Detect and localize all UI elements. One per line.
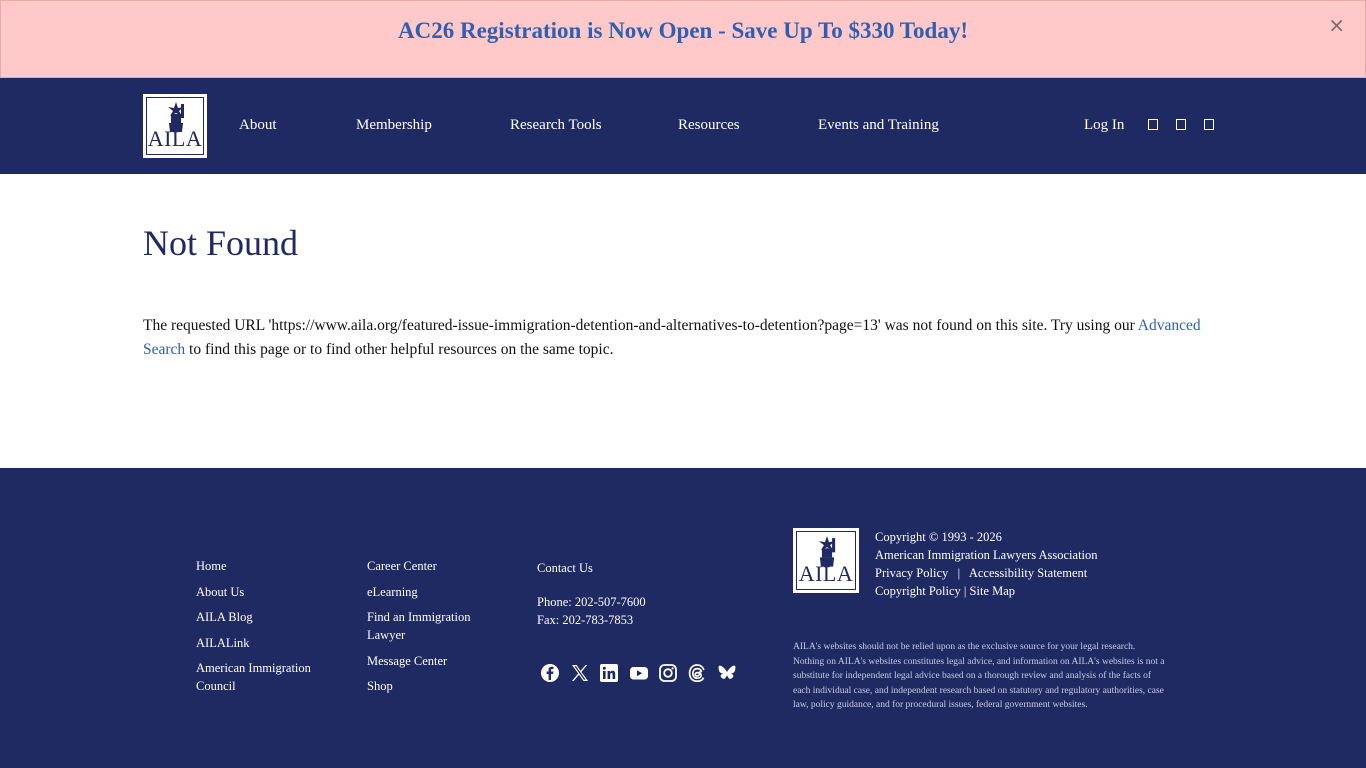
separator-bar-2: | [963,584,967,598]
bluesky-icon[interactable] [717,663,737,683]
not-found-message [143,314,1223,362]
logo-text: AILA [147,126,203,151]
footer-link-immigration-council[interactable]: American Immigration Council [196,661,311,693]
footer-aila-logo[interactable] [793,528,859,593]
cart-icon[interactable] [1176,119,1186,130]
nav-about[interactable]: About [239,117,277,133]
contact-fax: Fax: 202-783-7853 [537,613,634,627]
link-separator [951,566,966,580]
linkedin-icon[interactable] [599,663,619,683]
site-footer [0,468,1366,768]
footer-links-col2 [367,557,487,703]
privacy-policy-link[interactable]: Privacy Policy [875,566,949,580]
separator-bar: | [957,566,961,580]
footer-link-about-us[interactable]: About Us [196,584,245,599]
footer-link-home[interactable]: Home [196,559,227,573]
footer-links-col1 [196,557,326,703]
accessibility-statement-link[interactable]: Accessibility Statement [968,566,1088,580]
footer-link-aila-blog[interactable]: AILA Blog [196,610,253,624]
footer-link-shop[interactable]: Shop [367,679,393,693]
message-text-before: The requested URL 'https://www.aila.org/featured-issue-immigration-detention-and-alternatives-to-detention?page=13' was not found on this site. Try using our [143,317,1138,334]
page-title: Not Found [143,223,299,263]
footer-logo-frame [796,531,856,590]
close-icon[interactable]: × [1328,13,1345,37]
advanced-search-link[interactable]: Advanced Search [143,317,1201,358]
site-map-link[interactable]: Site Map [969,584,1016,598]
footer-link-message-center[interactable]: Message Center [367,653,448,668]
login-link[interactable]: Log In [1084,117,1125,133]
nav-research-tools[interactable]: Research Tools [510,117,602,133]
copyright-policy-link[interactable]: Copyright Policy [875,584,961,598]
menu-icon[interactable] [1204,119,1214,130]
youtube-icon[interactable] [629,663,649,683]
x-icon[interactable] [570,663,590,683]
message-text-after: to find this page or to find other helpful resources on the same topic. [185,341,614,358]
footer-logo-text: AILA [798,561,854,586]
copyright-text: Copyright © 1993 - 2026 [875,530,1002,544]
search-icon[interactable] [1148,119,1158,130]
contact-block [537,559,646,629]
policy-links-row2 [875,582,1098,600]
banner-text[interactable]: AC26 Registration is Now Open - Save Up To $330 Today! [398,18,968,43]
site-header [0,78,1366,174]
copyright-block [875,528,1098,600]
facebook-icon[interactable] [540,663,560,683]
footer-link-elearning[interactable]: eLearning [367,584,418,599]
logo-frame [146,97,204,155]
announcement-banner [0,0,1366,78]
nav-membership[interactable]: Membership [356,117,432,133]
footer-link-career-center[interactable]: Career Center [367,559,437,573]
nav-resources[interactable]: Resources [678,117,740,133]
aila-logo[interactable] [143,94,207,158]
footer-link-find-lawyer[interactable]: Find an Immigration Lawyer [367,610,471,642]
instagram-icon[interactable] [658,663,678,683]
contact-phone: Phone: 202-507-7600 [537,595,646,609]
threads-icon[interactable] [687,663,707,683]
nav-events-and-training[interactable]: Events and Training [818,117,939,133]
org-name: American Immigration Lawyers Association [875,548,1098,562]
legal-disclaimer: AILA's websites should not be relied upon as the exclusive source for your legal research. Nothing on AILA's websites constitutes legal advice, and information on AILA's websites is not a substitute for independent legal advice based on a thorough review and analysis of the facts of each individual case, and independent research based on statutory and regulatory authorities, case law, policy guidance, and for procedural issues, federal government websites. [793,642,1165,710]
policy-links-row1 [875,564,1098,582]
contact-title[interactable]: Contact Us [537,561,593,575]
footer-link-ailalink[interactable]: AILALink [196,635,250,650]
